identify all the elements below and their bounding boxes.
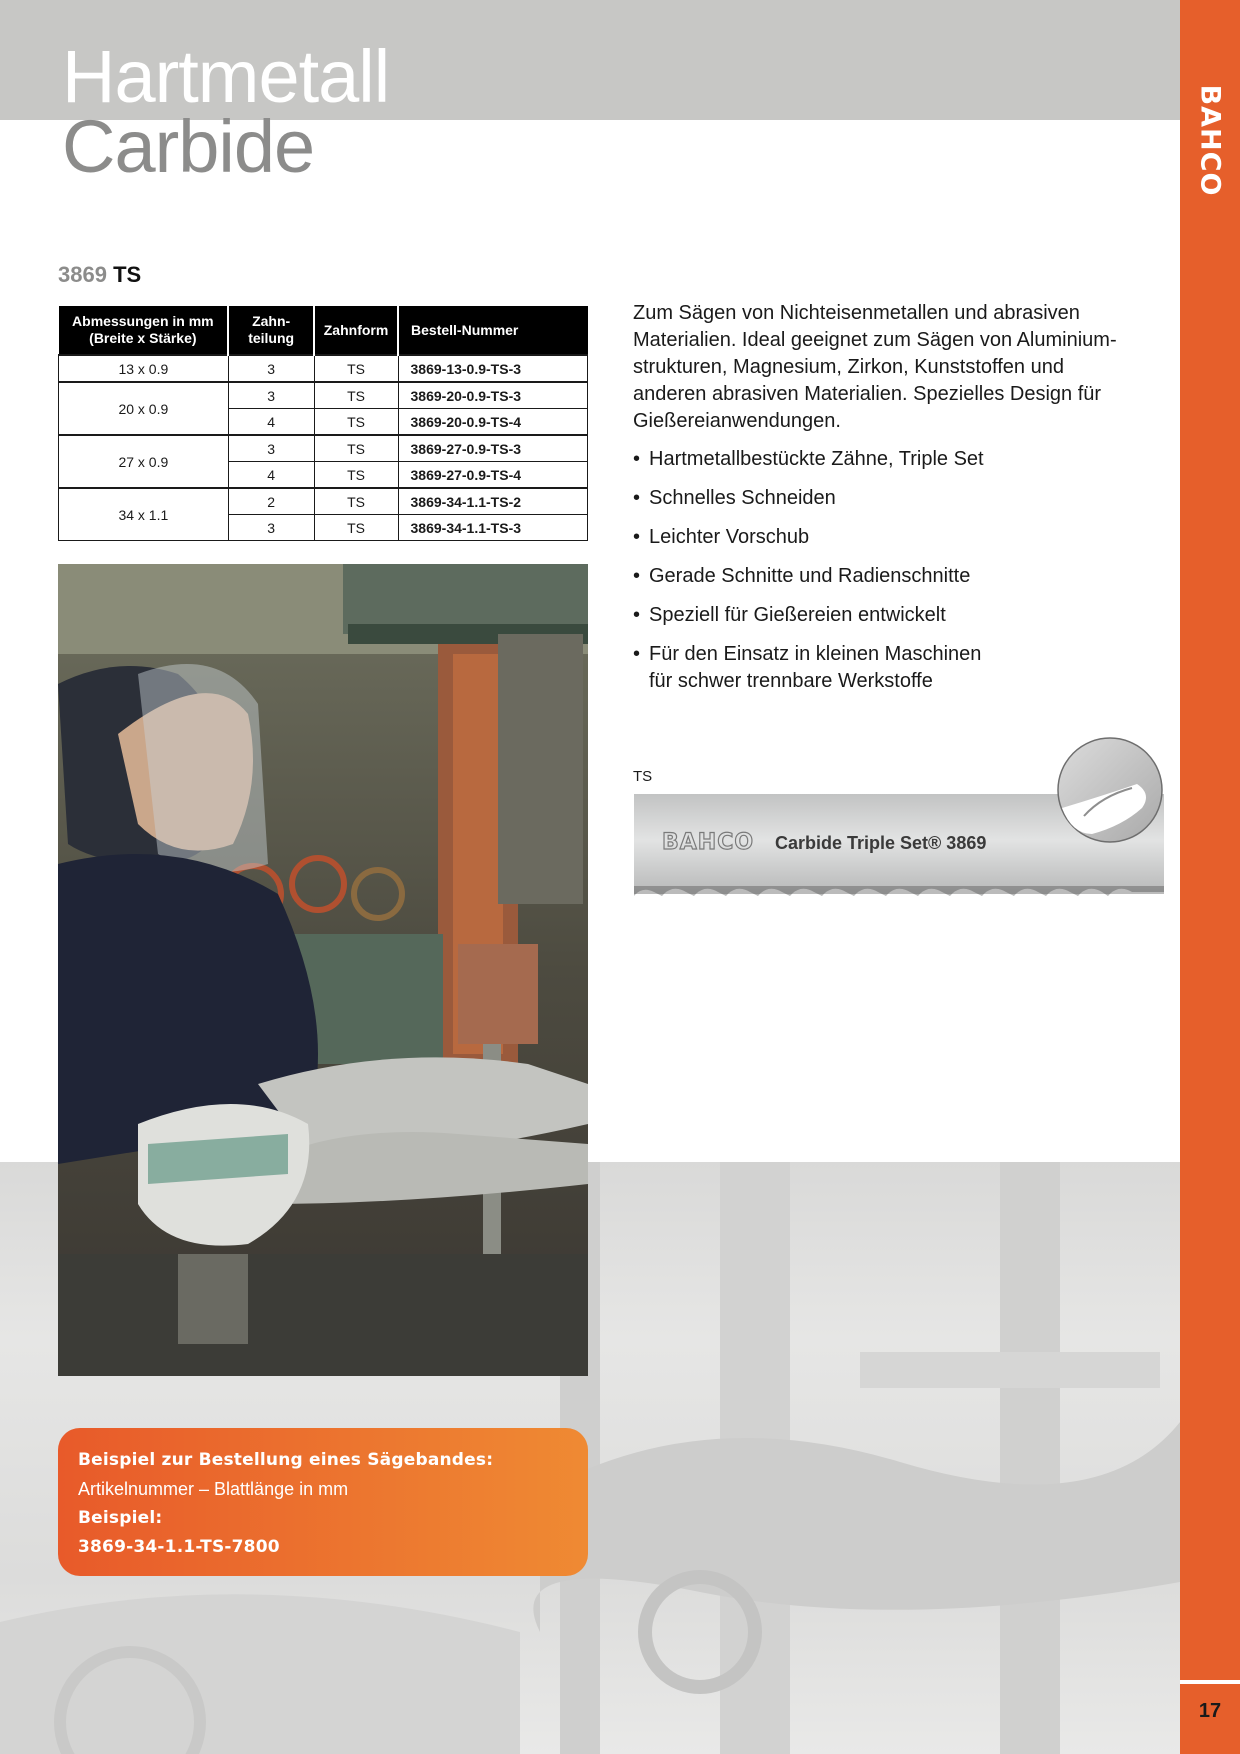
blade-print-text: Carbide Triple Set® 3869: [775, 833, 987, 853]
feature-list: [633, 446, 1153, 707]
brand-side-bar: [1180, 0, 1240, 1754]
cell-order-number: 3869-20-0.9-TS-4: [398, 409, 587, 436]
product-code: TS: [113, 262, 142, 287]
cell-order-number: 3869-27-0.9-TS-4: [398, 462, 587, 489]
blade-brand-text: BAHCO: [662, 830, 755, 855]
cell-order-number: 3869-34-1.1-TS-2: [398, 488, 587, 515]
product-description: [633, 300, 1153, 435]
cell-dimension: 27 x 0.9: [59, 435, 229, 488]
order-example-value: 3869-34-1.1-TS-7800: [78, 1537, 280, 1557]
cell-pitch: 3: [228, 435, 314, 462]
spec-table: [58, 306, 588, 541]
table-row: [59, 355, 588, 382]
page-title-line-1: Hartmetall: [62, 35, 390, 118]
cell-form: TS: [314, 382, 398, 409]
order-example-format: Artikelnummer – Blattlänge in mm: [78, 1479, 349, 1499]
page-number: 17: [1198, 1700, 1222, 1722]
header-order-number: Bestell-Nummer: [398, 306, 587, 355]
cell-pitch: 3: [228, 515, 314, 541]
blade-label: TS: [633, 768, 653, 785]
feature-item: • Gerade Schnitte und Radienschnitte: [633, 563, 1153, 590]
cell-order-number: 3869-13-0.9-TS-3: [398, 355, 587, 382]
feature-item: • Für den Einsatz in kleinen Maschinen für schwer trennbare Werkstoffe: [633, 641, 1153, 695]
feature-item: • Schnelles Schneiden: [633, 485, 1153, 512]
page-title-line-2: Carbide: [62, 105, 315, 188]
cell-pitch: 4: [228, 409, 314, 436]
cell-pitch: 4: [228, 462, 314, 489]
table-row: [59, 382, 588, 409]
header-tooth-form: Zahnform: [314, 306, 398, 355]
cell-form: TS: [314, 462, 398, 489]
cell-form: TS: [314, 409, 398, 436]
cell-form: TS: [314, 488, 398, 515]
description-line: anderen abrasiven Materialien. Spezielles Design für: [633, 383, 1102, 405]
description-line: Materialien. Ideal geeignet zum Sägen von Aluminium-: [633, 329, 1117, 351]
feature-item: • Speziell für Gießereien entwickelt: [633, 602, 1153, 629]
cell-pitch: 3: [228, 355, 314, 382]
cell-form: TS: [314, 435, 398, 462]
cell-dimension: 20 x 0.9: [59, 382, 229, 435]
header-dimension: Abmessungen in mm (Breite x Stärke): [59, 306, 229, 355]
cell-order-number: 3869-34-1.1-TS-3: [398, 515, 587, 541]
cell-dimension: 13 x 0.9: [59, 355, 229, 382]
cell-form: TS: [314, 355, 398, 382]
description-line: Zum Sägen von Nichteisenmetallen und abrasiven: [633, 302, 1080, 324]
worker-band-saw-photo: [58, 564, 588, 1376]
table-row: [59, 435, 588, 462]
cell-pitch: 3: [228, 382, 314, 409]
description-line: strukturen, Magnesium, Zirkon, Kunststoffen und: [633, 356, 1064, 378]
tooth-zoom-circle-icon: [1058, 738, 1162, 842]
order-example-box: [58, 1428, 588, 1576]
cell-order-number: 3869-20-0.9-TS-3: [398, 382, 587, 409]
brand-logo-vertical: [1193, 80, 1227, 200]
feature-item: • Leichter Vorschub: [633, 524, 1153, 551]
cell-pitch: 2: [228, 488, 314, 515]
saw-blade-illustration: [632, 736, 1167, 916]
spec-table-header: [59, 306, 588, 355]
feature-item: • Hartmetallbestückte Zähne, Triple Set: [633, 446, 1153, 473]
product-number: 3869: [58, 262, 107, 287]
product-heading: [58, 262, 141, 288]
table-row: [59, 488, 588, 515]
order-example-heading: Beispiel zur Bestellung eines Sägebandes:: [78, 1450, 494, 1470]
cell-dimension: 34 x 1.1: [59, 488, 229, 541]
order-example-label: Beispiel:: [78, 1508, 163, 1528]
cell-form: TS: [314, 515, 398, 541]
description-line: Gießereianwendungen.: [633, 410, 841, 432]
brand-logo-text: BAHCO: [1194, 84, 1226, 196]
header-pitch: Zahn- teilung: [228, 306, 314, 355]
cell-order-number: 3869-27-0.9-TS-3: [398, 435, 587, 462]
